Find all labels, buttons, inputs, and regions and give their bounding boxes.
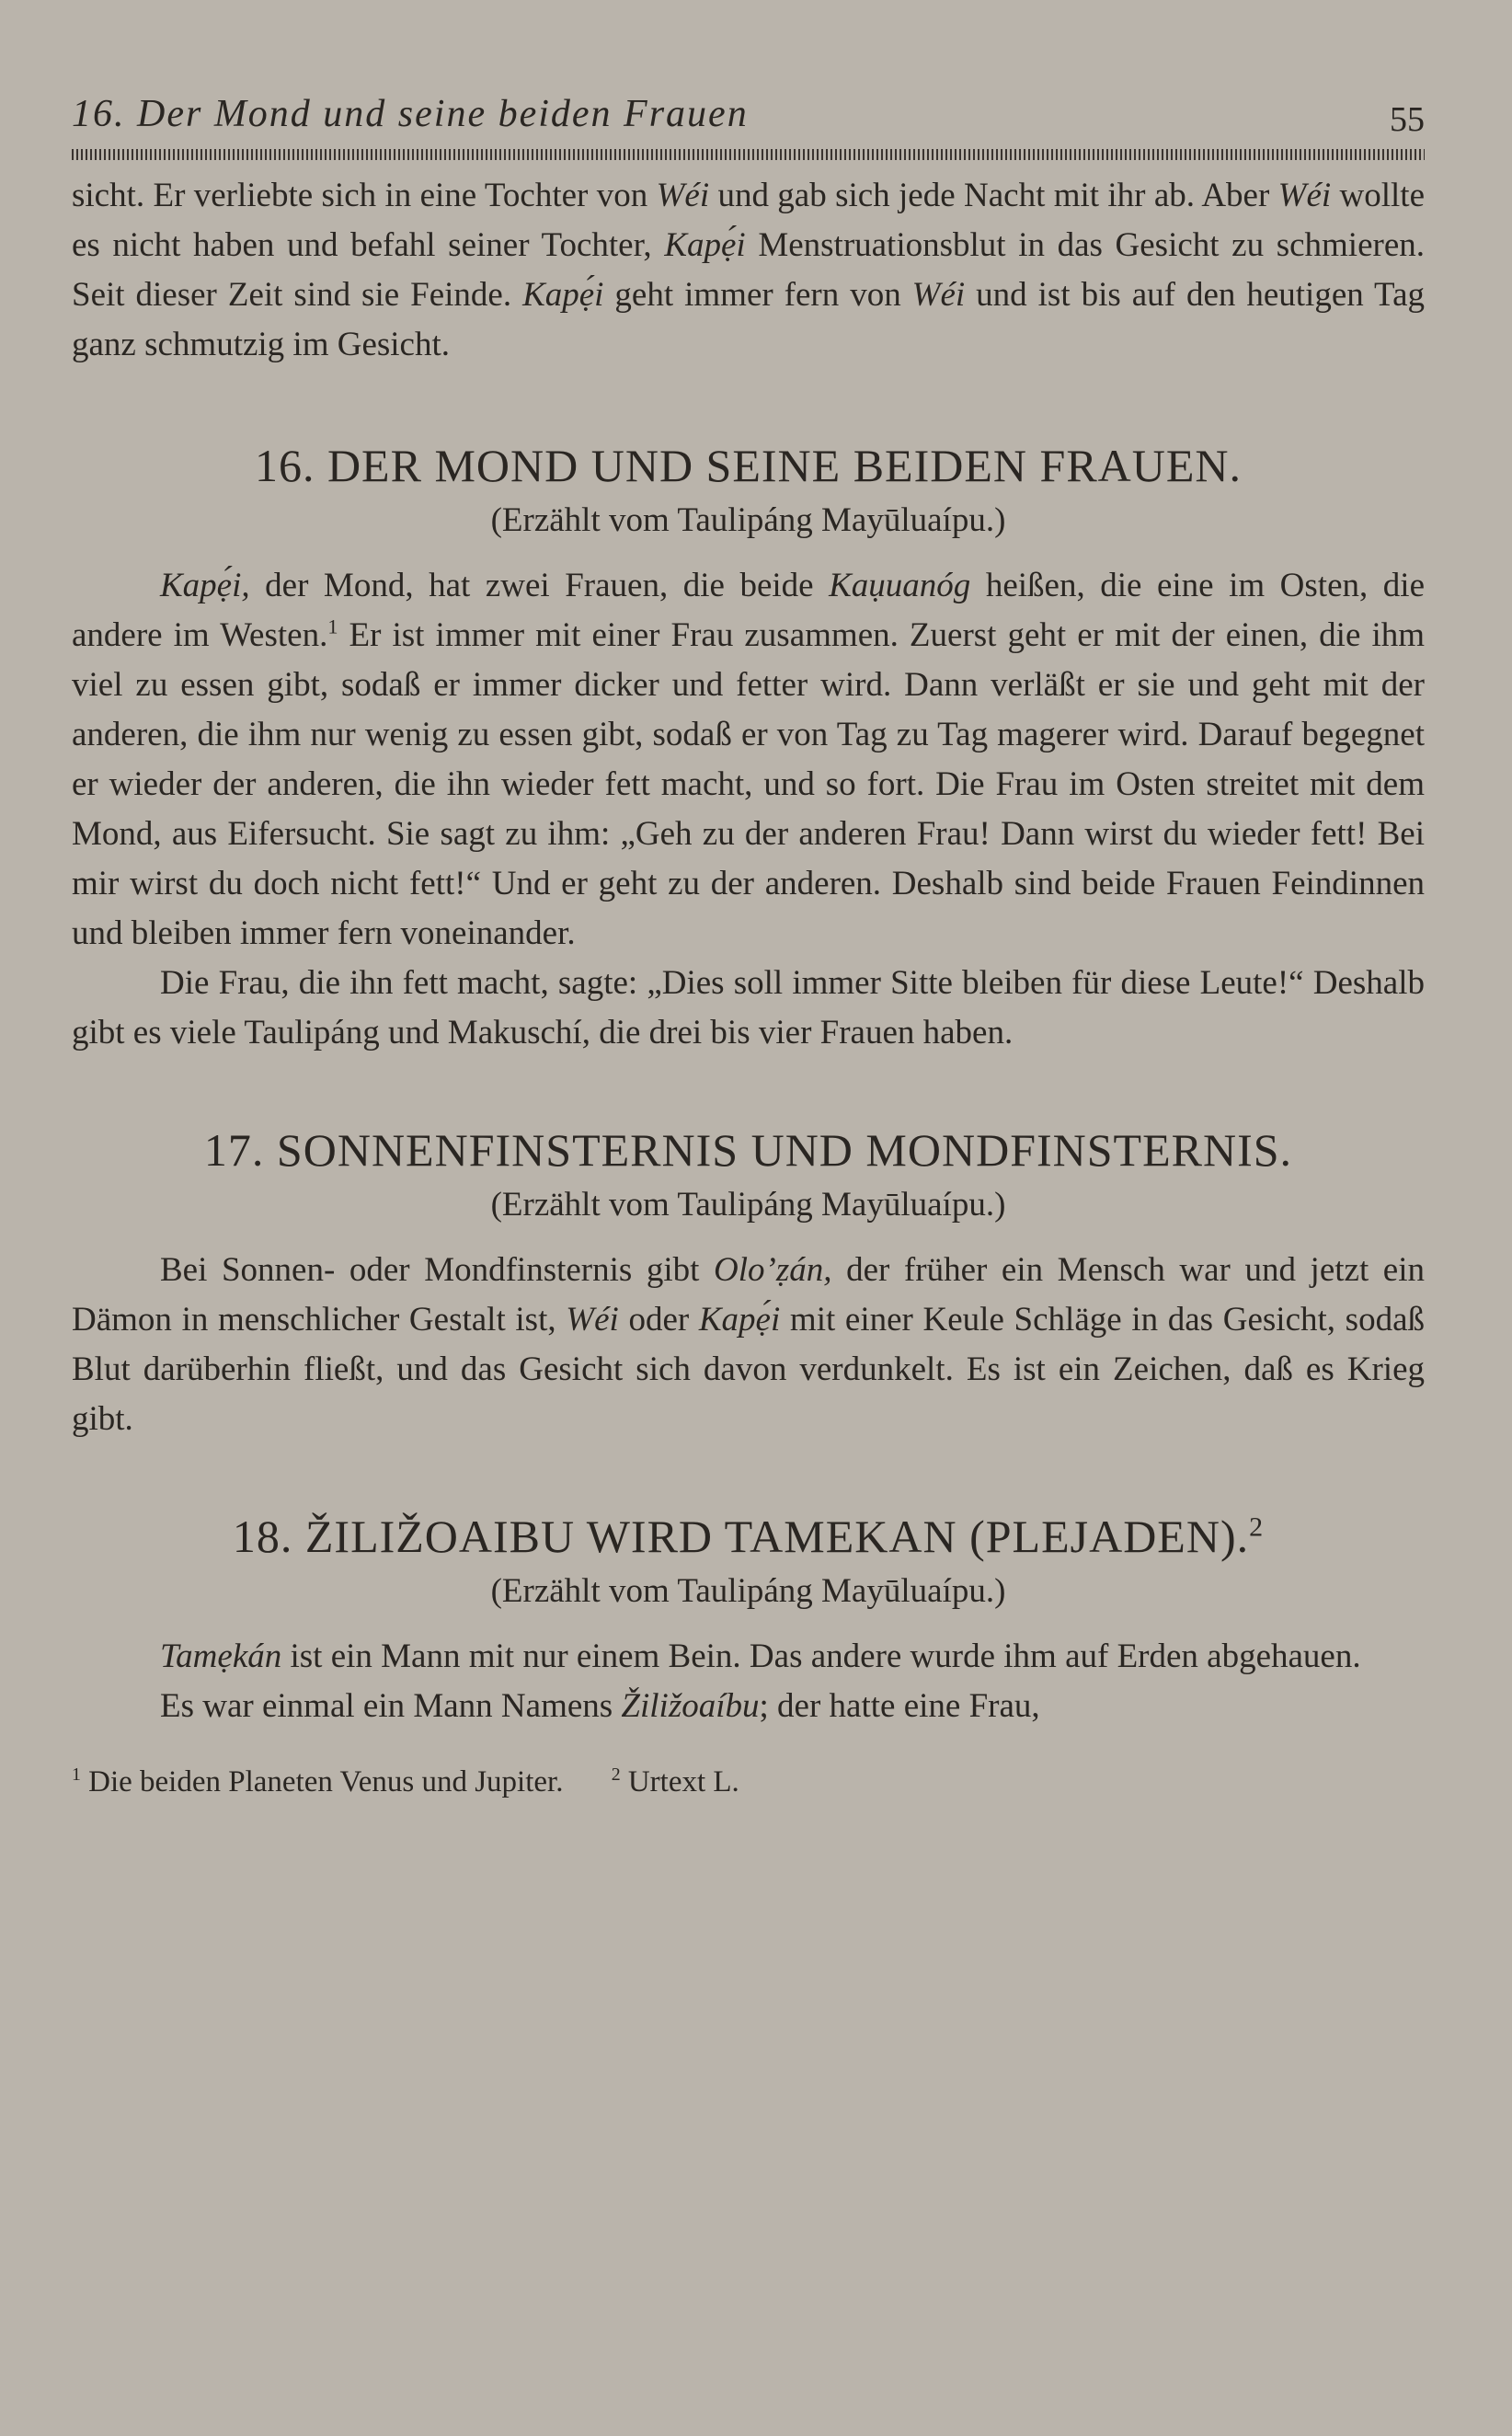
section-heading: 16. DER MOND UND SEINE BEIDEN FRAUEN. — [254, 440, 1243, 491]
running-head — [72, 92, 1425, 149]
footnotes — [72, 1761, 1425, 1803]
section-source: (Erzählt vom Taulipáng Mayūluaípu.) — [490, 1186, 1006, 1224]
running-head-title: 16. Der Mond und seine beiden Frauen — [72, 93, 749, 135]
footnote: $^2$ Urtext L. — [611, 1764, 739, 1798]
paragraph: Tamẹkán ist ein Mann mit nur einem Bein. Das andere wurde ihm auf Erden abgehauen. — [160, 1637, 1361, 1675]
section-18 — [72, 1509, 1425, 1731]
continuation-paragraph: sicht. Er verliebte sich in eine Tochter von Wéi und gab sich jede Nacht mit ihr ab. Aber Wéi wollte es nicht haben und befahl seiner Tochter, Kapẹ́i Menstruationsblut in das Gesicht zu schmieren. Seit dieser Zeit sind sie Feinde. Kapẹ́i geht immer fern von Wéi und ist bis auf den heutigen Tag ganz schmutzig im Gesicht. — [72, 177, 1426, 363]
paragraph: Die Frau, die ihn fett macht, sagte: „Dies soll immer Sitte bleiben für diese Leute!“ Deshalb gibt es viele Taulipáng und Makuschí, die drei bis vier Frauen haben. — [72, 964, 1425, 1051]
page-number: 55 — [1390, 100, 1425, 139]
paragraph: Bei Sonnen- oder Mondfinsternis gibt Olo’ẓán, der früher ein Mensch war und jetzt ein Dämon in menschlicher Gestalt ist, Wéi oder Kapẹ́i mit einer Keule Schläge in das Gesicht, sodaß Blut darüberhin fließt, und das Gesicht sich davon verdunkelt. Es ist ein Zeichen, daß es Krieg gibt. — [72, 1251, 1426, 1438]
footnote: $^1$ Die beiden Planeten Venus und Jupiter. — [72, 1764, 564, 1798]
paragraph: Es war einmal ein Mann Namens Žiližoaíbu; der hatte eine Frau, — [160, 1687, 1040, 1725]
section-source: (Erzählt vom Taulipáng Mayūluaípu.) — [490, 501, 1006, 539]
footnote-ref: 1 — [327, 615, 338, 638]
section-heading: 18. ŽILIŽOAIBU WIRD TAMEKAN (PLEJADEN).$^2$ — [232, 1511, 1265, 1562]
header-rule — [72, 149, 1425, 160]
section-17 — [72, 1122, 1425, 1444]
section-source: (Erzählt vom Taulipáng Mayūluaípu.) — [490, 1572, 1006, 1610]
paragraph: Kapẹ́i, der Mond, hat zwei Frauen, die beide Kaụuanóg heißen, die eine im Osten, die andere im Westen.$^1$ Er ist immer mit einer Frau zusammen. Zuerst geht er mit der einen, die ihm viel zu essen gibt, sodaß er immer dicker und fetter wird. Dann verläßt er sie und geht mit der anderen, die ihm nur wenig zu essen gibt, sodaß er von Tag zu Tag magerer wird. Darauf begegnet er wieder der anderen, die ihn wieder fett macht, und so fort. Die Frau im Osten streitet mit dem Mond, aus Eifersucht. Sie sagt zu ihm: „Geh zu der anderen Frau! Dann wirst du wieder fett! Bei mir wirst du doch nicht fett!“ Und er geht zu der anderen. Deshalb sind beide Frauen Feindinnen und bleiben immer fern voneinander. — [72, 567, 1425, 952]
footnote-ref: 2 — [1249, 1511, 1265, 1543]
section-16 — [72, 438, 1425, 1058]
section-heading: 17. SONNENFINSTERNIS UND MONDFINSTERNIS. — [203, 1124, 1293, 1176]
